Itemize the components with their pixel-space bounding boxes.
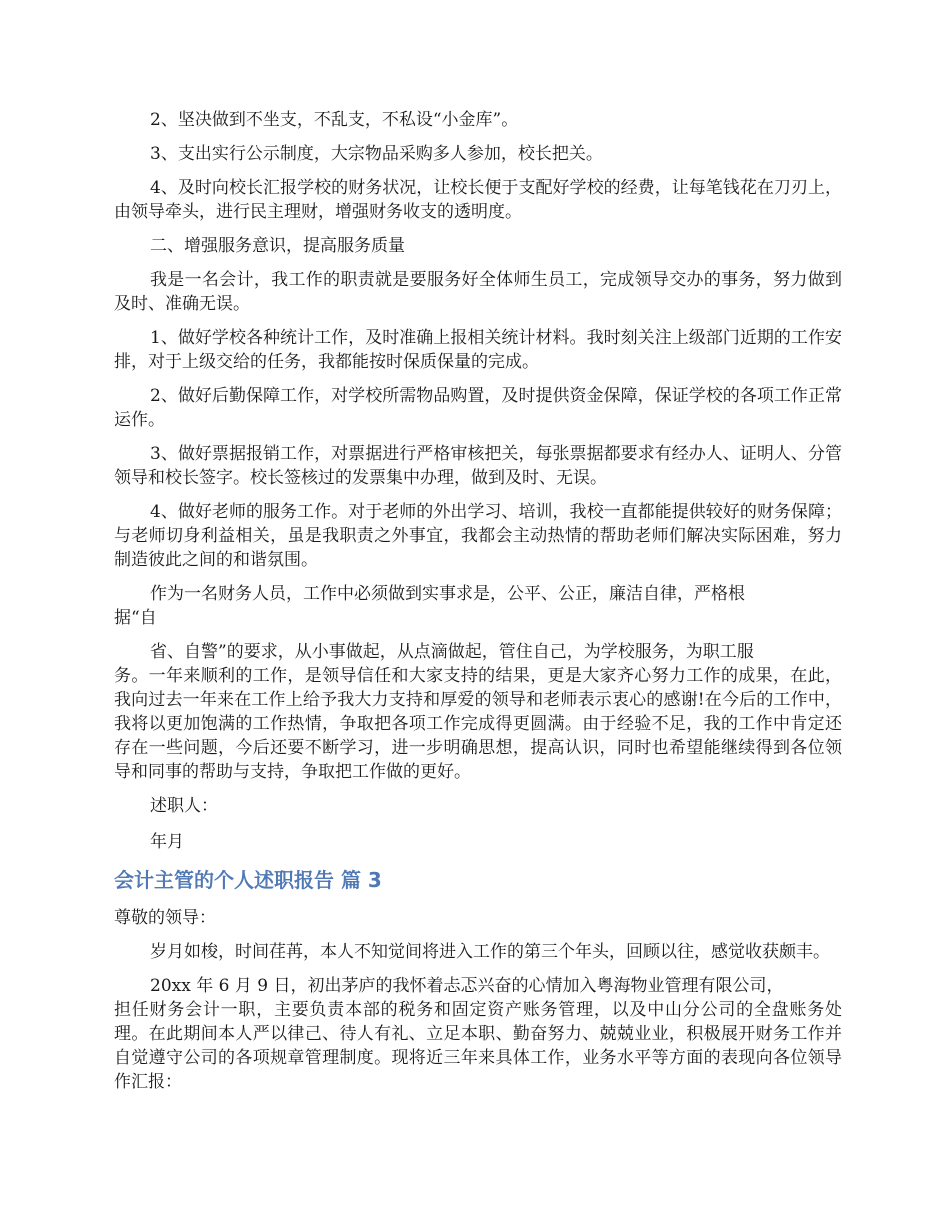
paragraph-continuation: 据“自 [114, 608, 157, 628]
paragraph: 4、及时向校长汇报学校的财务状况，让校长便于支配好学校的经费，让每笔钱花在刀刃上，由领导牵头，进行民主理财，增强财务收支的透明度。 [114, 178, 842, 222]
paragraph: 我是一名会计，我工作的职责就是要服务好全体师生员工，完成领导交办的事务，努力做到及时、准确无误。 [114, 270, 842, 314]
document-body [114, 108, 842, 1094]
paragraph: 2、做好后勤保障工作，对学校所需物品购置，及时提供资金保障，保证学校的各项工作正常运作。 [114, 386, 842, 430]
paragraph-continuation: 担任财务会计一职，主要负责本部的税务和固定资产账务管理，以及中山分公司的全盘账务处理。在此期间本人严以律己、待人有礼、立足本职、勤奋努力、兢兢业业，积极展开财务工作并自觉遵守公司的各项规章管理制度。现将近三年来具体工作，业务水平等方面的表现向各位领导作汇报： [114, 1000, 842, 1092]
paragraph: 1、做好学校各种统计工作，及时准确上报相关统计材料。我时刻关注上级部门近期的工作安排，对于上级交给的任务，我都能按时保质保量的完成。 [114, 328, 842, 372]
paragraph: 4、做好老师的服务工作。对于老师的外出学习、培训，我校一直都能提供较好的财务保障；与老师切身利益相关，虽是我职责之外事宜，我都会主动热情的帮助老师们解决实际困难，努力制造彼此之间的和谐氛围。 [114, 502, 842, 570]
paragraph: 3、做好票据报销工作，对票据进行严格审核把关，每张票据都要求有经办人、证明人、分管领导和校长签字。校长签核过的发票集中办理，做到及时、无误。 [114, 444, 842, 488]
paragraph: 岁月如梭，时间荏苒，本人不知觉间将进入工作的第三个年头，回顾以往，感觉收获颇丰。 [150, 942, 830, 962]
salutation: 尊敬的领导： [114, 908, 216, 928]
paragraph: 作为一名财务人员，工作中必须做到实事求是，公平、公正，廉洁自律，严格根 [150, 584, 745, 604]
section-heading: 会计主管的个人述职报告 篇 3 [114, 868, 382, 892]
paragraph: 3、支出实行公示制度，大宗物品采购多人参加，校长把关。 [150, 144, 603, 164]
section-subheading: 二、增强服务意识，提高服务质量 [150, 236, 405, 256]
paragraph: 20xx 年 6 月 9 日，初出茅庐的我怀着忐忑兴奋的心情加入粤海物业管理有限公司， [150, 976, 784, 996]
paragraph: 省、自警”的要求，从小事做起，从点滴做起，管住自己，为学校服务，为职工服 [150, 642, 754, 662]
signature-label: 述职人： [150, 796, 218, 816]
paragraph: 2、坚决做到不坐支，不乱支，不私设“小金库”。 [150, 110, 519, 130]
paragraph-continuation: 务。一年来顺利的工作，是领导信任和大家支持的结果，更是大家齐心努力工作的成果，在此，我向过去一年来在工作上给予我大力支持和厚爱的领导和老师表示衷心的感谢!在今后的工作中，我将以更加饱满的工作热情，争取把各项工作完成得更圆满。由于经验不足，我的工作中肯定还存在一些问题，今后还要不断学习，进一步明确思想，提高认识，同时也希望能继续得到各位领导和同事的帮助与支持，争取把工作做的更好。 [114, 666, 842, 782]
date-label: 年月 [150, 832, 184, 852]
